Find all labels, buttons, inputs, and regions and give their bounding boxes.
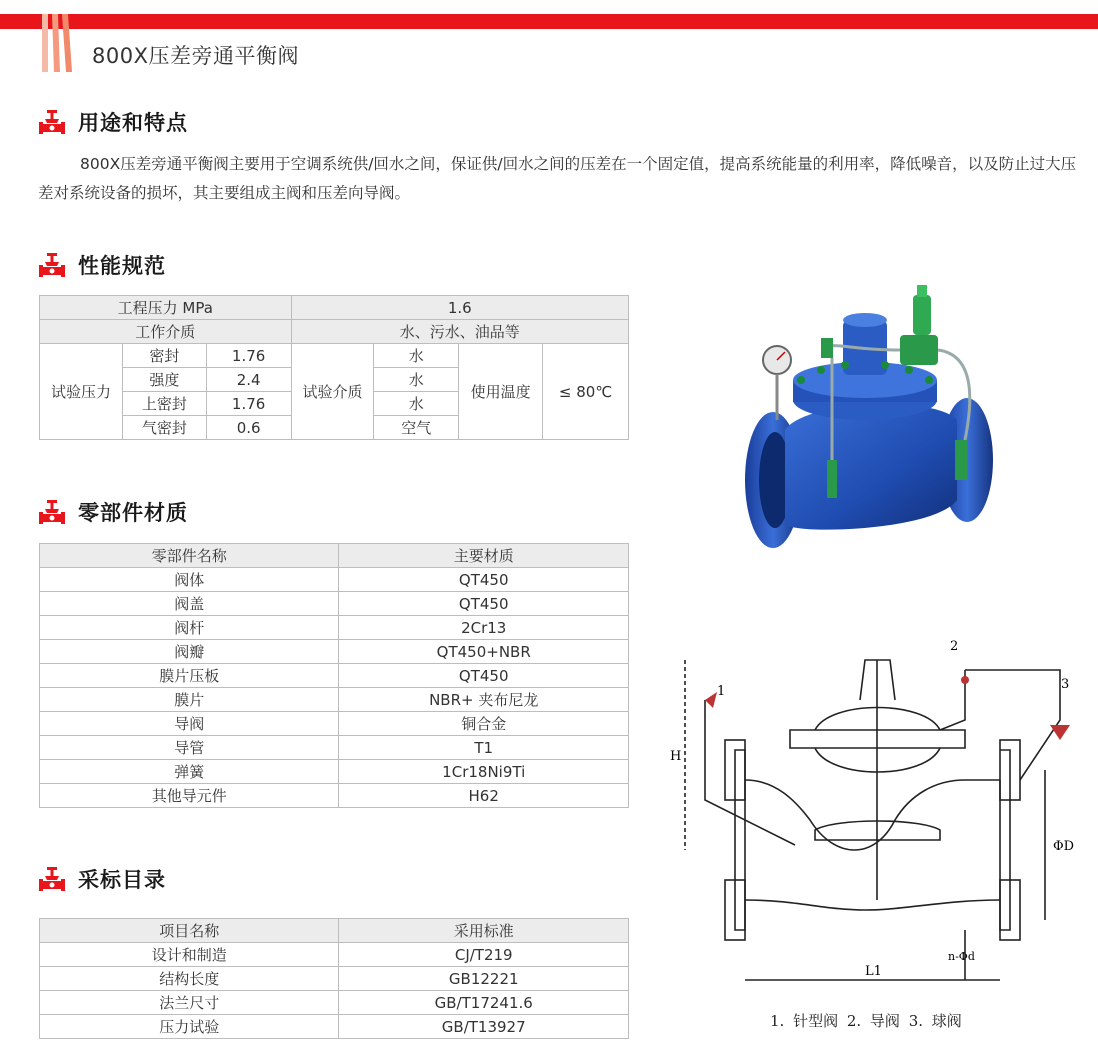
part-material: QT450 bbox=[339, 664, 629, 688]
medium-value: 水、污水、油品等 bbox=[291, 320, 628, 344]
section-performance-heading bbox=[38, 250, 166, 280]
top-red-bar bbox=[0, 14, 1098, 29]
test-name: 强度 bbox=[122, 368, 206, 392]
part-material: H62 bbox=[339, 784, 629, 808]
temp-value: ≤ 80℃ bbox=[543, 344, 629, 440]
pressure-value: 1.6 bbox=[291, 296, 628, 320]
table-row bbox=[40, 943, 629, 967]
part-name: 导阀 bbox=[40, 712, 339, 736]
materials-table bbox=[39, 543, 629, 808]
valve-icon bbox=[38, 866, 66, 892]
table-row bbox=[40, 664, 629, 688]
section-standards-title: 采标目录 bbox=[78, 868, 166, 892]
part-material: 2Cr13 bbox=[339, 616, 629, 640]
part-name: 膜片压板 bbox=[40, 664, 339, 688]
table-row bbox=[40, 568, 629, 592]
pressure-label: 工程压力 MPa bbox=[40, 296, 292, 320]
materials-header-material: 主要材质 bbox=[339, 544, 629, 568]
test-value: 1.76 bbox=[206, 344, 291, 368]
part-name: 导管 bbox=[40, 736, 339, 760]
usage-description: 800X压差旁通平衡阀主要用于空调系统供/回水之间，保证供/回水之间的压差在一个固定值，提高系统能量的利用率，降低噪音，以及防止过大压差对系统设备的损坏，其主要组成主阀和压差向导阀。 bbox=[38, 155, 1077, 202]
dim-d-label: ΦD bbox=[1053, 839, 1075, 854]
materials-header-part: 零部件名称 bbox=[40, 544, 339, 568]
section-materials-title: 零部件材质 bbox=[78, 501, 188, 525]
part-name: 阀体 bbox=[40, 568, 339, 592]
test-name: 气密封 bbox=[122, 416, 206, 440]
section-standards-heading bbox=[38, 864, 166, 894]
standard-code: GB/T13927 bbox=[339, 1015, 629, 1039]
performance-table bbox=[39, 295, 629, 440]
standard-item: 法兰尺寸 bbox=[40, 991, 339, 1015]
table-row bbox=[40, 640, 629, 664]
standard-item: 设计和制造 bbox=[40, 943, 339, 967]
test-medium: 空气 bbox=[374, 416, 459, 440]
section-usage-title: 用途和特点 bbox=[78, 111, 188, 135]
table-row bbox=[40, 616, 629, 640]
table-row bbox=[40, 688, 629, 712]
drawing-caption: 1. 针型阀 2. 导阀 3. 球阀 bbox=[770, 1012, 962, 1030]
callout-3: 3 bbox=[1061, 677, 1070, 692]
callout-1: 1 bbox=[717, 684, 726, 699]
part-name: 弹簧 bbox=[40, 760, 339, 784]
standards-table bbox=[39, 918, 629, 1039]
temp-label: 使用温度 bbox=[459, 344, 543, 440]
header-stripes-decoration bbox=[38, 14, 74, 72]
page-title: 800X压差旁通平衡阀 bbox=[92, 44, 299, 68]
test-value: 2.4 bbox=[206, 368, 291, 392]
standard-item: 压力试验 bbox=[40, 1015, 339, 1039]
table-row bbox=[40, 1015, 629, 1039]
part-material: NBR+ 夹布尼龙 bbox=[339, 688, 629, 712]
part-name: 阀盖 bbox=[40, 592, 339, 616]
test-medium: 水 bbox=[374, 368, 459, 392]
part-name: 膜片 bbox=[40, 688, 339, 712]
table-row bbox=[40, 991, 629, 1015]
test-value: 0.6 bbox=[206, 416, 291, 440]
valve-cross-section-drawing bbox=[665, 630, 1085, 1000]
part-name: 阀瓣 bbox=[40, 640, 339, 664]
standard-code: CJ/T219 bbox=[339, 943, 629, 967]
section-materials-heading bbox=[38, 497, 188, 527]
test-pressure-label: 试验压力 bbox=[40, 344, 123, 440]
medium-label: 工作介质 bbox=[40, 320, 292, 344]
standard-code: GB12221 bbox=[339, 967, 629, 991]
dim-l1-label: L1 bbox=[865, 964, 882, 979]
part-material: 1Cr18Ni9Ti bbox=[339, 760, 629, 784]
table-row bbox=[40, 760, 629, 784]
standards-header-item: 项目名称 bbox=[40, 919, 339, 943]
dim-h-label: H bbox=[670, 749, 682, 764]
dim-nd-label: n-Φd bbox=[948, 950, 975, 963]
section-performance-title: 性能规范 bbox=[78, 254, 166, 278]
table-row bbox=[40, 736, 629, 760]
test-medium-label: 试验介质 bbox=[291, 344, 374, 440]
part-name: 阀杆 bbox=[40, 616, 339, 640]
test-medium: 水 bbox=[374, 392, 459, 416]
callout-2: 2 bbox=[950, 639, 959, 654]
table-row bbox=[40, 592, 629, 616]
part-name: 其他导元件 bbox=[40, 784, 339, 808]
standards-header-standard: 采用标准 bbox=[339, 919, 629, 943]
standard-item: 结构长度 bbox=[40, 967, 339, 991]
table-row bbox=[40, 712, 629, 736]
part-material: QT450 bbox=[339, 592, 629, 616]
table-row bbox=[40, 784, 629, 808]
test-name: 上密封 bbox=[122, 392, 206, 416]
test-name: 密封 bbox=[122, 344, 206, 368]
part-material: 铜合金 bbox=[339, 712, 629, 736]
valve-icon bbox=[38, 109, 66, 135]
valve-product-photo bbox=[735, 280, 1005, 580]
test-value: 1.76 bbox=[206, 392, 291, 416]
standard-code: GB/T17241.6 bbox=[339, 991, 629, 1015]
table-row bbox=[40, 967, 629, 991]
part-material: QT450 bbox=[339, 568, 629, 592]
section-usage-heading bbox=[38, 107, 188, 137]
valve-icon bbox=[38, 252, 66, 278]
part-material: T1 bbox=[339, 736, 629, 760]
test-medium: 水 bbox=[374, 344, 459, 368]
valve-icon bbox=[38, 499, 66, 525]
part-material: QT450+NBR bbox=[339, 640, 629, 664]
